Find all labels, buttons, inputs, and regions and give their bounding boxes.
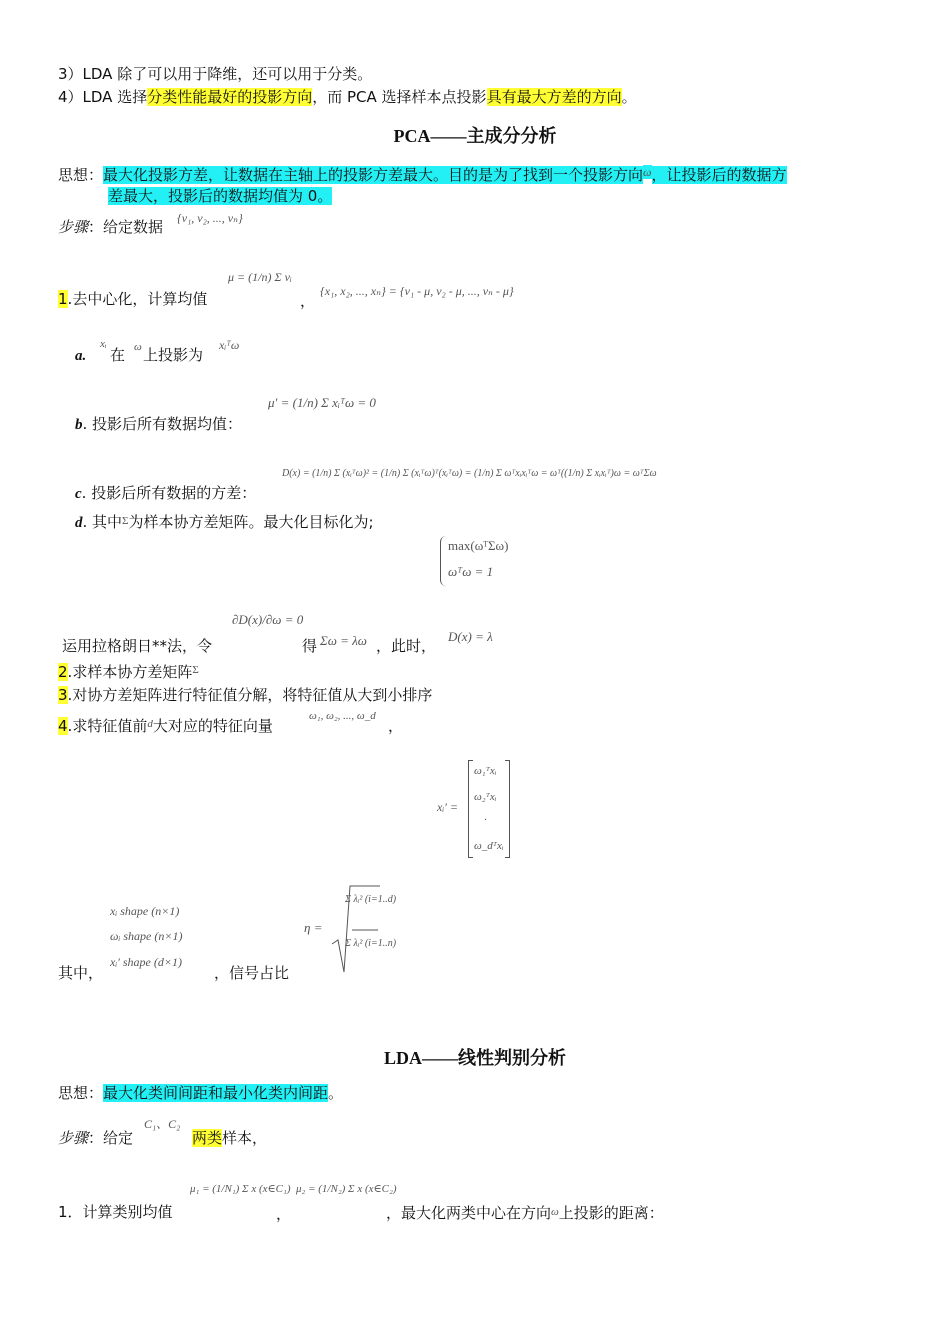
lagrange-text-3: ，此时， [376,637,437,655]
pca-idea-highlight-b: ，让投影后的数据方 [651,166,787,184]
matrix-row-1: ω₁ᵀxᵢ [474,765,497,777]
pca-item-a [75,344,86,367]
pca-step-4-text-2: 大对应的特征向量 [152,717,273,735]
lda-idea-highlight: 最大化类间间距和最小化类内间距 [103,1084,329,1102]
pca-item-a-dot: . [82,348,87,364]
matrix-lhs: xᵢ′ = [437,800,458,814]
pca-item-d-text-2: 为样本协方差矩阵。最大化目标化为; [128,513,374,531]
eta-denominator: Σ λᵢ² (i=1..n) [345,938,397,949]
intro-line-4-text-c: 。 [621,88,637,106]
objective-line-2: ωᵀω = 1 [448,564,494,579]
lda-two-classes-highlight: 两类 [192,1129,223,1147]
pca-item-c-label: c [75,486,82,502]
objective-brace [440,536,447,586]
pca-steps-text: ：给定数据 [88,218,164,236]
shape-line-1: xᵢ shape (n×1) [110,904,180,918]
pca-item-b-text: . 投影后所有数据均值： [82,415,243,433]
lda-step-1-text: 1．计算类别均值 [58,1203,173,1221]
lda-mu2-formula: μ₂ = (1/N₂) Σ x (x∈C₂) [296,1183,397,1195]
shape-line-2: ωᵢ shape (n×1) [110,929,183,943]
pca-step-3-text: .对协方差矩阵进行特征值分解，将特征值从大到小排序 [67,686,433,704]
pca-item-c-text: . 投影后所有数据的方差： [81,484,257,502]
pca-item-d-sigma: Σ [122,515,129,527]
pca-idea-line-1 [58,161,787,186]
pca-step-4-d: d [147,718,153,730]
lagrange-derivative: ∂D(x)/∂ω = 0 [232,612,304,627]
pca-where-text: 其中， [58,964,104,982]
pca-item-d [75,510,374,534]
pca-item-a-label: a [75,348,83,364]
pca-item-a-text-2: 上投影为 [143,346,204,364]
lda-steps-label: 步骤 [58,1129,89,1147]
intro-highlight-max-variance: 具有最大方差的方向 [486,88,622,106]
pca-variance-formula: D(x) = (1/n) Σ (xᵢᵀω)² = (1/n) Σ (xᵢᵀω)ᵀ(xᵢᵀω) = (1/n) Σ ωᵀxᵢxᵢᵀω = ωᵀ((1/n) Σ xᵢxᵢᵀ)ω = ωᵀΣω [282,468,657,479]
pca-item-b-label: b [75,417,83,433]
lagrange-text-2: 得 [302,637,318,655]
pca-step-1-comma: ， [300,292,316,310]
pca-step-2 [58,659,199,683]
pca-heading: PCA——主成分分析 [393,126,557,146]
intro-line-4-text-a: 4）LDA 选择 [58,88,148,106]
pca-idea-highlight-c: 差最大，投影后的数据均值为 0。 [108,187,333,205]
lda-step-1-tail-a: ，最大化两类中心在方向 [386,1204,552,1222]
pca-item-b [75,413,242,436]
pca-step-4 [58,713,273,737]
lda-steps-end: 样本， [222,1129,268,1147]
lda-step-1-tail-b: 上投影的距离： [558,1204,664,1222]
lda-idea-line [58,1082,343,1104]
lda-steps-line [58,1127,133,1149]
pca-step-2-text: .求样本协方差矩阵 [67,663,193,681]
lda-heading: LDA——线性判别分析 [383,1048,566,1068]
lagrange-eigen-equation: Σω = λω [320,633,367,648]
objective-line-1: max(ωᵀΣω) [448,538,509,553]
pca-step-1-text: .去中心化，计算均值 [67,290,208,308]
pca-item-d-text-1: . 其中 [82,513,123,531]
pca-centered-set: {x₁, x₂, ..., xₙ} = {v₁ - μ, v₂ - μ, ..., vₙ - μ} [320,284,514,298]
pca-idea-highlight-a: 最大化投影方差，让数据在主轴上的投影方差最大。目的是为了找到一个投影方向 [103,166,644,184]
intro-line-4-text-b: ，而 PCA 选择样本点投影 [312,88,487,106]
matrix-row-4: ω_dᵀxᵢ [474,840,504,852]
lda-steps-tail [192,1127,267,1149]
pca-item-a-omega: ω [134,341,142,353]
matrix-row-3: · [484,814,487,826]
pca-mean-formula: μ = (1/n) Σ vᵢ [228,270,292,284]
pca-steps-label: 步骤 [58,218,89,236]
pca-item-a-xi: xᵢ [100,338,107,350]
shape-line-3: xᵢ′ shape (d×1) [110,955,182,969]
pca-step-3 [58,684,432,706]
pca-signal-text: ，信号占比 [214,964,290,982]
pca-step-4-number: 4 [58,717,68,735]
lda-classes: C₁、C₂ [144,1117,181,1131]
pca-item-d-label: d [75,515,83,531]
pca-eigenvectors: ω₁, ω₂, ..., ω_d [309,710,376,722]
pca-projected-mean-formula: μ′ = (1/n) Σ xᵢᵀω = 0 [268,395,376,410]
lda-mu1-formula: μ₁ = (1/N₁) Σ x (x∈C₁) [190,1183,291,1195]
pca-step-2-sigma: Σ [192,664,199,676]
pca-item-a-text-1: 在 [110,346,126,364]
lda-step-1-tail [386,1201,664,1224]
lda-comma-1: ， [276,1205,292,1223]
pca-step-4-comma: ， [388,717,404,735]
pca-data-set: {v₁, v₂, ..., vₙ} [177,211,243,225]
pca-item-c [75,482,256,505]
lda-idea-label: 思想： [58,1084,104,1102]
lagrange-result: D(x) = λ [448,629,493,644]
intro-highlight-best-direction: 分类性能最好的投影方向 [147,88,313,106]
intro-line-3 [58,63,372,85]
eta-lhs: η = [304,920,323,935]
pca-item-a-projection: xᵢᵀω [219,338,240,352]
pca-idea-omega: ω [643,165,652,179]
intro-line-3-text: 3）LDA 除了可以用于降维，还可以用于分类。 [58,65,373,83]
pca-steps-line [58,216,163,238]
pca-step-1 [58,288,207,310]
eta-numerator: Σ λᵢ² (i=1..d) [345,894,397,905]
lda-steps-text: ：给定 [88,1129,134,1147]
pca-idea-line-2 [108,185,332,207]
lda-step-1-omega: ω [551,1206,559,1218]
pca-step-3-number: 3 [58,686,68,704]
pca-step-4-text-1: .求特征值前 [67,717,148,735]
matrix-row-2: ω₂ᵀxᵢ [474,791,497,803]
intro-line-4 [58,86,637,108]
lagrange-text-1: 运用拉格朗日**法，令 [62,637,213,655]
pca-step-1-number: 1 [58,290,68,308]
pca-step-2-number: 2 [58,663,68,681]
lda-idea-end: 。 [328,1084,344,1102]
pca-idea-label: 思想： [58,166,104,184]
